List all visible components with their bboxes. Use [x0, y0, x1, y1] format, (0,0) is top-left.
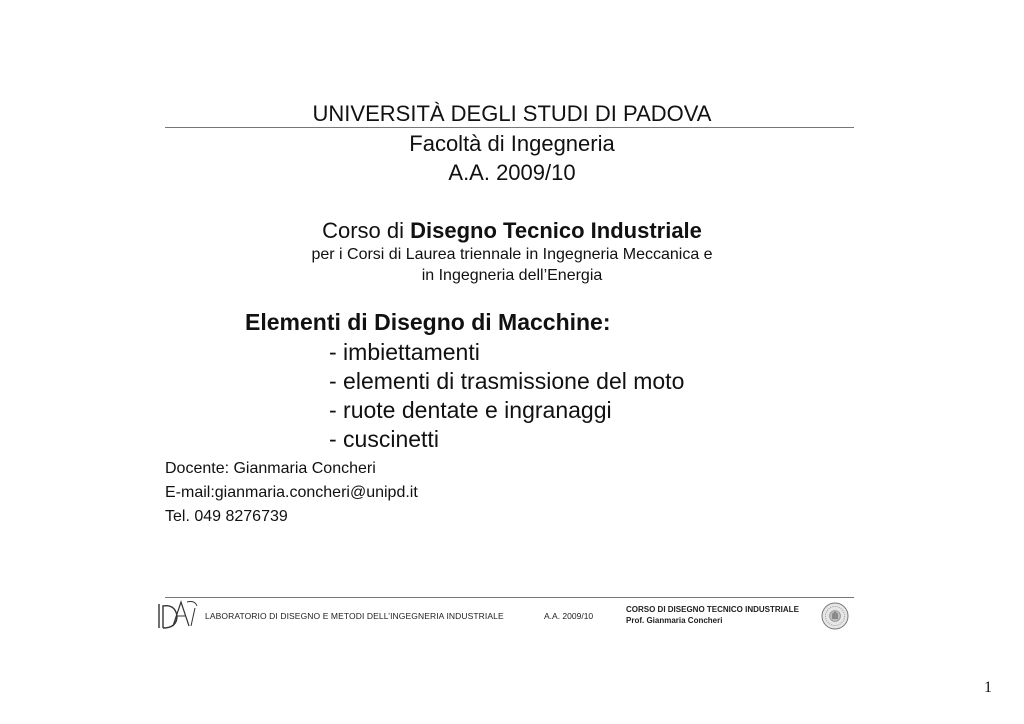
course-title [0, 218, 1024, 244]
course-subtitle-line2: in Ingegneria dell’Energia [421, 267, 603, 284]
page-number: 1 [984, 679, 992, 696]
university-name: UNIVERSITÀ DEGLI STUDI DI PADOVA [312, 101, 712, 126]
course-subtitle-line1: per i Corsi di Laurea triennale in Ingegneria Meccanica e [311, 246, 713, 263]
footer-lab-name: LABORATORIO DI DISEGNO E METODI DELL’INGEGNERIA INDUSTRIALE [205, 611, 504, 621]
topics-list [329, 338, 684, 454]
footer-academic-year: A.A. 2009/10 [544, 611, 594, 621]
academic-year: A.A. 2009/10 [448, 160, 576, 185]
footer-professor: Prof. Gianmaria Concheri [626, 616, 723, 625]
teacher-email: E-mail:gianmaria.concheri@unipd.it [165, 484, 418, 501]
lab-logo-icon [157, 598, 201, 632]
teacher-phone: Tel. 049 8276739 [165, 508, 288, 525]
topic-item: - elementi di trasmissione del moto [329, 368, 685, 394]
teacher-name: Docente: Gianmaria Concheri [165, 460, 376, 477]
topics-title: Elementi di Disegno di Macchine: [245, 309, 611, 335]
footer-divider [165, 597, 854, 598]
course-name: Disegno Tecnico Industriale [410, 218, 702, 243]
topic-item: - ruote dentate e ingranaggi [329, 397, 612, 423]
topic-item: - cuscinetti [329, 426, 439, 452]
header-divider [165, 127, 854, 128]
footer-course-info [626, 604, 799, 626]
university-seal-icon [821, 602, 849, 630]
faculty-name: Facoltà di Ingegneria [409, 131, 615, 156]
topic-item: - imbiettamenti [329, 339, 480, 365]
footer-course-name: CORSO DI DISEGNO TECNICO INDUSTRIALE [626, 605, 799, 614]
course-prefix: Corso di [322, 218, 411, 243]
